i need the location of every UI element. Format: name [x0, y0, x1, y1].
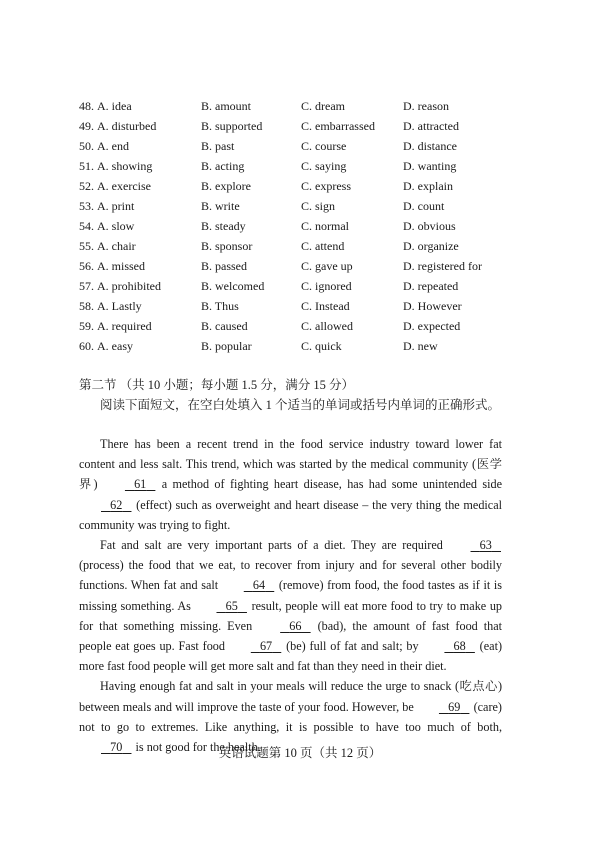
blank-68 [422, 636, 475, 656]
option-d: D. registered for [403, 259, 482, 273]
option-text: A. slow [97, 219, 135, 233]
passage-text: (care) not to go to extremes. Like anything, it is possible to have too much of both, [79, 699, 502, 734]
option-b: B. Thus [201, 299, 239, 313]
blank-62 [79, 495, 132, 515]
option-d: D. new [403, 339, 438, 353]
option-d: D. repeated [403, 279, 459, 293]
option-a [79, 296, 201, 316]
option-row [79, 96, 579, 116]
option-a [79, 236, 201, 256]
blank-66 [258, 616, 311, 636]
passage-text: (effect) such as overweight and heart disease – the very thing the medical community was trying to fight. [79, 497, 502, 532]
option-d: D. reason [403, 99, 449, 113]
blank-67 [229, 636, 282, 656]
blank-number: 69 [448, 699, 461, 714]
option-b: B. acting [201, 159, 245, 173]
passage-text: (eat) more fast food people will get more salt and fat than they need in their diet. [79, 639, 503, 674]
option-row [79, 216, 579, 236]
option-text: A. prohibited [97, 279, 161, 293]
option-b: B. sponsor [201, 239, 253, 253]
question-number: 48. [79, 99, 94, 113]
question-number: 56. [79, 259, 94, 273]
option-row [79, 196, 579, 216]
question-number: 57. [79, 279, 94, 293]
option-d: D. wanting [403, 159, 457, 173]
option-b: B. past [201, 139, 235, 153]
option-row [79, 176, 579, 196]
question-number: 54. [79, 219, 94, 233]
option-row [79, 236, 579, 256]
blank-number: 66 [289, 618, 302, 633]
option-a [79, 316, 201, 336]
question-number: 55. [79, 239, 94, 253]
option-row [79, 316, 579, 336]
option-row [79, 296, 579, 316]
passage-paragraph-2 [79, 535, 502, 676]
option-text: A. disturbed [97, 119, 157, 133]
option-b: B. steady [201, 219, 246, 233]
option-b: B. caused [201, 319, 248, 333]
option-a [79, 176, 201, 196]
passage-text: (process) the food that we eat, to recover from injury and for several other bodily functions. When fat and salt [79, 558, 502, 593]
passage-text: a method of fighting heart disease, has had some unintended side [156, 477, 502, 492]
option-a [79, 196, 201, 216]
passage-text: is not good for the health. [132, 740, 261, 755]
question-number: 52. [79, 179, 94, 193]
option-c: C. quick [301, 339, 342, 353]
option-b: B. supported [201, 119, 263, 133]
option-c: C. Instead [301, 299, 350, 313]
option-b: B. amount [201, 99, 251, 113]
option-c: C. normal [301, 219, 349, 233]
option-c: C. express [301, 179, 351, 193]
page-footer: 英语试题第 10 页（共 12 页） [218, 746, 382, 760]
option-text: A. showing [97, 159, 153, 173]
blank-64 [222, 575, 275, 595]
question-number: 59. [79, 319, 94, 333]
question-number: 49. [79, 119, 94, 133]
option-row [79, 276, 579, 296]
option-row [79, 156, 579, 176]
option-text: A. exercise [97, 179, 151, 193]
option-b: B. explore [201, 179, 251, 193]
option-a [79, 96, 201, 116]
option-c: C. saying [301, 159, 347, 173]
option-text: A. Lastly [97, 299, 142, 313]
blank-63 [449, 535, 502, 555]
blank-number: 62 [110, 497, 123, 512]
option-c: C. embarrassed [301, 119, 375, 133]
blank-number: 61 [134, 477, 147, 492]
passage-text: There has been a recent trend in the food service industry toward lower fat content and less salt. This trend, which was started by the medical community (医学界) [79, 437, 502, 492]
option-c: C. course [301, 139, 347, 153]
option-b: B. passed [201, 259, 247, 273]
question-number: 51. [79, 159, 94, 173]
blank-65 [194, 596, 247, 616]
option-d: D. organize [403, 239, 459, 253]
passage-text: Having enough fat and salt in your meals will reduce the urge to snack (吃点心) between meals and will improve the taste of your food. However, be [79, 679, 502, 714]
option-b: B. write [201, 199, 240, 213]
option-d: D. attracted [403, 119, 459, 133]
blank-69 [417, 697, 470, 717]
option-a [79, 116, 201, 136]
option-a [79, 276, 201, 296]
passage-text: (bad), the amount of fast food that people eat goes up. Fast food [79, 618, 503, 654]
option-row [79, 336, 579, 356]
question-number: 53. [79, 199, 94, 213]
passage-text: Fat and salt are very important parts of a diet. They are required [100, 538, 449, 553]
option-row [79, 256, 579, 276]
passage-paragraph-1 [79, 434, 502, 535]
option-text: A. end [97, 139, 129, 153]
option-d: D. expected [403, 319, 461, 333]
passage-text: (be) full of fat and salt; by [282, 639, 423, 654]
option-c: C. allowed [301, 319, 353, 333]
option-c: C. gave up [301, 259, 353, 273]
passage-text: (remove) from food, the food tastes as if it is missing something. As [79, 578, 502, 613]
option-text: A. required [97, 319, 152, 333]
option-text: A. print [97, 199, 135, 213]
section-instruction: 阅读下面短文，在空白处填入 1 个适当的单词或括号内单词的正确形式。 [100, 398, 501, 412]
question-number: 50. [79, 139, 94, 153]
option-d: D. count [403, 199, 445, 213]
option-text: A. chair [97, 239, 136, 253]
passage-text: result, people will eat more food to try to make up for that something missing. Even [79, 598, 503, 633]
blank-number: 70 [110, 740, 123, 755]
option-row [79, 136, 579, 156]
option-d: D. distance [403, 139, 457, 153]
option-text: A. easy [97, 339, 133, 353]
question-number: 60. [79, 339, 94, 353]
section-heading: 第二节 （共 10 小题；每小题 1.5 分，满分 15 分） [79, 378, 355, 392]
option-row [79, 116, 579, 136]
blank-number: 67 [259, 639, 273, 654]
question-number: 58. [79, 299, 94, 313]
reading-passage [79, 434, 502, 757]
option-c: C. ignored [301, 279, 352, 293]
option-d: D. obvious [403, 219, 456, 233]
option-text: A. idea [97, 99, 132, 113]
answer-options-list [79, 96, 579, 356]
option-b: B. welcomed [201, 279, 265, 293]
option-d: D. explain [403, 179, 453, 193]
blank-61 [103, 474, 156, 494]
option-c: C. attend [301, 239, 345, 253]
option-text: A. missed [97, 259, 145, 273]
option-c: C. dream [301, 99, 345, 113]
option-a [79, 136, 201, 156]
blank-number: 63 [479, 538, 492, 553]
blank-number: 64 [252, 578, 266, 593]
option-a [79, 156, 201, 176]
option-a [79, 216, 201, 236]
option-a [79, 256, 201, 276]
option-d: D. However [403, 299, 462, 313]
blank-number: 68 [453, 639, 466, 654]
option-a [79, 336, 201, 356]
blank-number: 65 [225, 598, 238, 613]
option-c: C. sign [301, 199, 336, 213]
option-b: B. popular [201, 339, 252, 353]
